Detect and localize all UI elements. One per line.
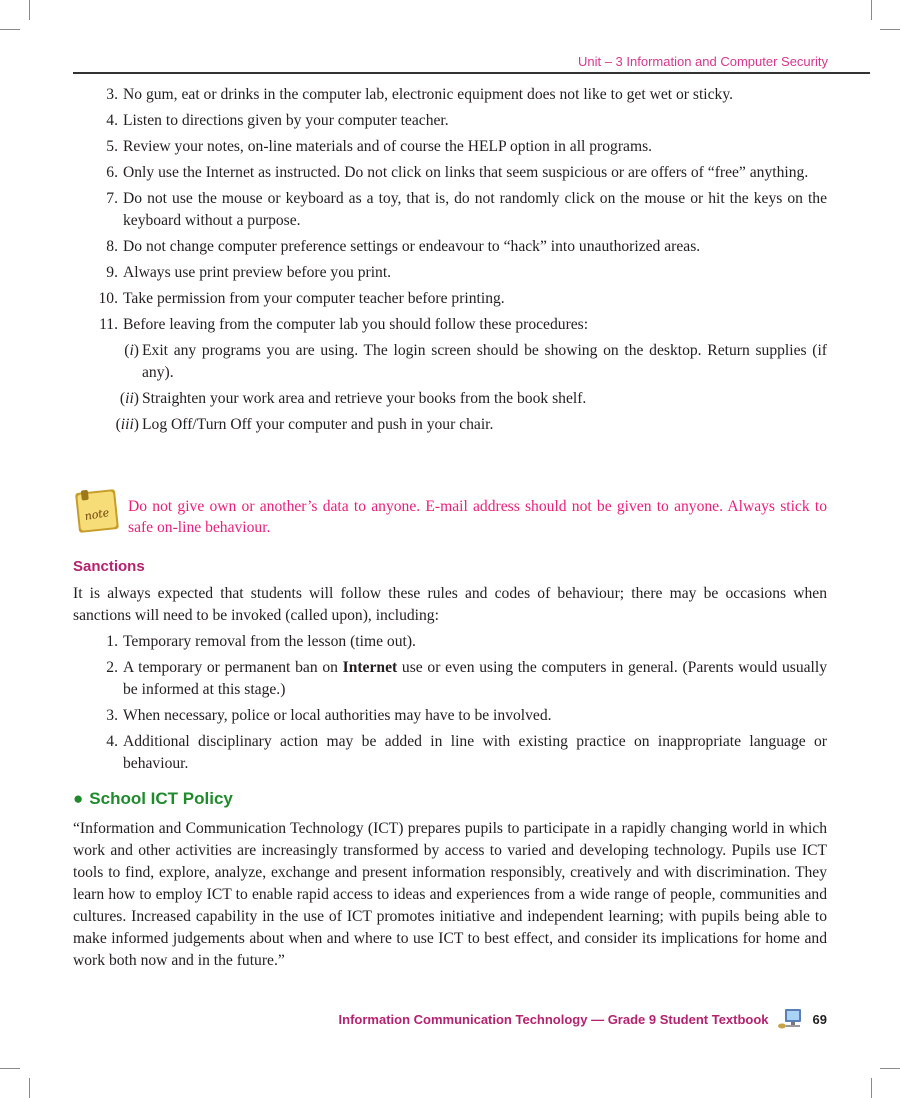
crop-mark bbox=[871, 0, 872, 20]
bullet-icon: ● bbox=[73, 789, 84, 808]
section-heading-sanctions: Sanctions bbox=[73, 558, 145, 575]
list-item: 3. No gum, eat or drinks in the computer lab, electronic equipment does not like to get wet or sticky. bbox=[106, 86, 734, 103]
list-item: 7. Do not use the mouse or keyboard as a toy, that is, do not randomly click on the mouse or hit the keys on the keyboard without a purpose. bbox=[106, 190, 827, 229]
section-heading-ict-policy: ● School ICT Policy bbox=[73, 789, 233, 808]
list-item: 1. Temporary removal from the lesson (time out). bbox=[106, 633, 416, 650]
page-footer bbox=[339, 1008, 827, 1030]
policy-paragraph: “Information and Communication Technology (ICT) prepares pupils to participate in a rapidly changing world in which work and other activities are increasingly transformed by access to varied and developing technology. Pupils use ICT tools to find, explore, analyze, exchange and present information responsibly, creatively and with discrimination. They learn how to employ ICT to enable rapid access to ideas and experiences from a wide range of people, communities and cultures. Increased capability in the use of ICT promotes initiative and independent learning; with pupils being able to make informed judgements about when and where to use ICT to best effect, and consider its implications for home and work both now and in the future.” bbox=[73, 820, 827, 969]
crop-mark bbox=[871, 1078, 872, 1098]
crop-mark bbox=[880, 1068, 900, 1069]
list-item: 5. Review your notes, on-line materials and of course the HELP option in all programs. bbox=[106, 138, 653, 155]
computer-icon bbox=[777, 1008, 803, 1030]
page-number: 69 bbox=[812, 1011, 827, 1027]
note-text: Do not give own or another’s data to anyone. E-mail address should not be given to anyone. Always stick to safe on-line behaviour. bbox=[128, 498, 827, 536]
running-head: Unit – 3 Information and Computer Security bbox=[577, 54, 828, 69]
crop-mark bbox=[880, 29, 900, 30]
list-item: 9. Always use print preview before you print. bbox=[106, 264, 392, 281]
sub-list-item: (i) Exit any programs you are using. The login screen should be showing on the desktop. Return supplies (if any). bbox=[124, 342, 827, 381]
list-item: 3. When necessary, police or local authorities may have to be involved. bbox=[106, 707, 552, 724]
crop-mark bbox=[0, 1068, 20, 1069]
list-item: 6. Only use the Internet as instructed. Do not click on links that seem suspicious or are offers of “free” anything. bbox=[106, 164, 809, 181]
rules-list bbox=[73, 84, 827, 440]
list-item: 8. Do not change computer preference settings or endeavour to “hack” into unauthorized areas. bbox=[106, 238, 701, 255]
list-item: 2. A temporary or permanent ban on Internet use or even using the computers in general. (Parents would usually be informed at this stage.) bbox=[106, 659, 828, 698]
crop-mark bbox=[29, 1078, 30, 1098]
crop-mark bbox=[29, 0, 30, 20]
header-rule bbox=[73, 72, 870, 74]
sub-list-item: (iii) Log Off/Turn Off your computer and push in your chair. bbox=[115, 416, 494, 433]
svg-text:note: note bbox=[83, 505, 111, 524]
crop-mark bbox=[0, 29, 20, 30]
list-item: 4. Listen to directions given by your computer teacher. bbox=[106, 112, 449, 129]
footer-title: Information Communication Technology — Grade 9 Student Textbook bbox=[338, 1011, 769, 1027]
sanctions-intro: It is always expected that students will follow these rules and codes of behaviour; there may be occasions when sanctions will need to be invoked (called upon), including: bbox=[73, 585, 827, 624]
list-item: 4. Additional disciplinary action may be added in line with existing practice on inappropriate language or behaviour. bbox=[106, 733, 827, 772]
sanctions-section bbox=[73, 583, 827, 779]
sub-list-item: (ii) Straighten your work area and retrieve your books from the book shelf. bbox=[119, 390, 587, 407]
list-item: 11. Before leaving from the computer lab you should follow these procedures: bbox=[99, 316, 589, 333]
note-icon bbox=[73, 487, 121, 535]
list-item: 10. Take permission from your computer teacher before printing. bbox=[98, 290, 505, 307]
